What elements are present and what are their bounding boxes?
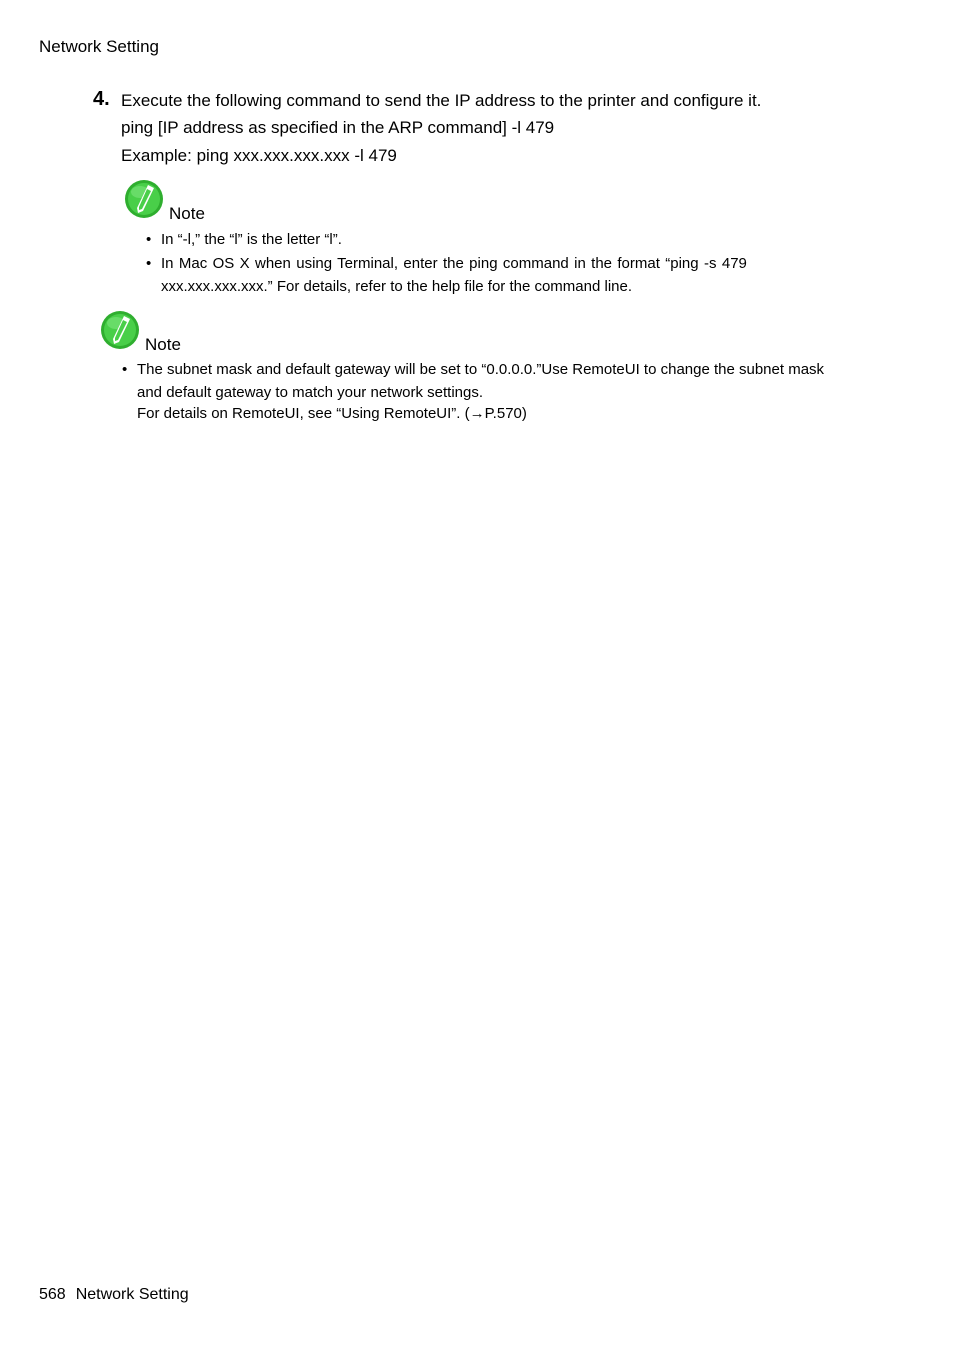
list-item-text: In Mac OS X when using Terminal, enter the ping command in the format “ping -s 479 bbox=[161, 255, 747, 272]
step-command: ping [IP address as specified in the ARP command] -l 479 bbox=[121, 118, 555, 137]
page-footer bbox=[39, 1286, 199, 1304]
bullet: • bbox=[146, 231, 152, 248]
cross-reference: For details on RemoteUI, see “Using RemoteUI”. (→P.570) bbox=[137, 405, 527, 422]
step-number: 4. bbox=[93, 88, 110, 110]
step-instruction: Execute the following command to send the IP address to the printer and configure it. bbox=[121, 91, 762, 110]
list-item-text: The subnet mask and default gateway will be set to “0.0.0.0.”Use RemoteUI to change the subnet mask bbox=[137, 361, 825, 378]
note-pencil-icon bbox=[99, 309, 141, 351]
footer-section: Network Setting bbox=[75, 1286, 189, 1303]
page-number: 568 bbox=[39, 1286, 66, 1303]
bullet: • bbox=[122, 361, 128, 378]
bullet: • bbox=[146, 255, 152, 272]
page-header: Network Setting bbox=[39, 37, 159, 56]
list-item-text-continued: and default gateway to match your network settings. bbox=[137, 384, 484, 401]
note-pencil-icon bbox=[123, 178, 165, 220]
note-label: Note bbox=[145, 335, 181, 354]
list-item-text: In “-l,” the “l” is the letter “l”. bbox=[161, 231, 342, 248]
list-item-text-continued: xxx.xxx.xxx.xxx.” For details, refer to the help file for the command line. bbox=[161, 278, 633, 295]
note-label: Note bbox=[169, 204, 205, 223]
step-example: Example: ping xxx.xxx.xxx.xxx -l 479 bbox=[121, 146, 397, 165]
